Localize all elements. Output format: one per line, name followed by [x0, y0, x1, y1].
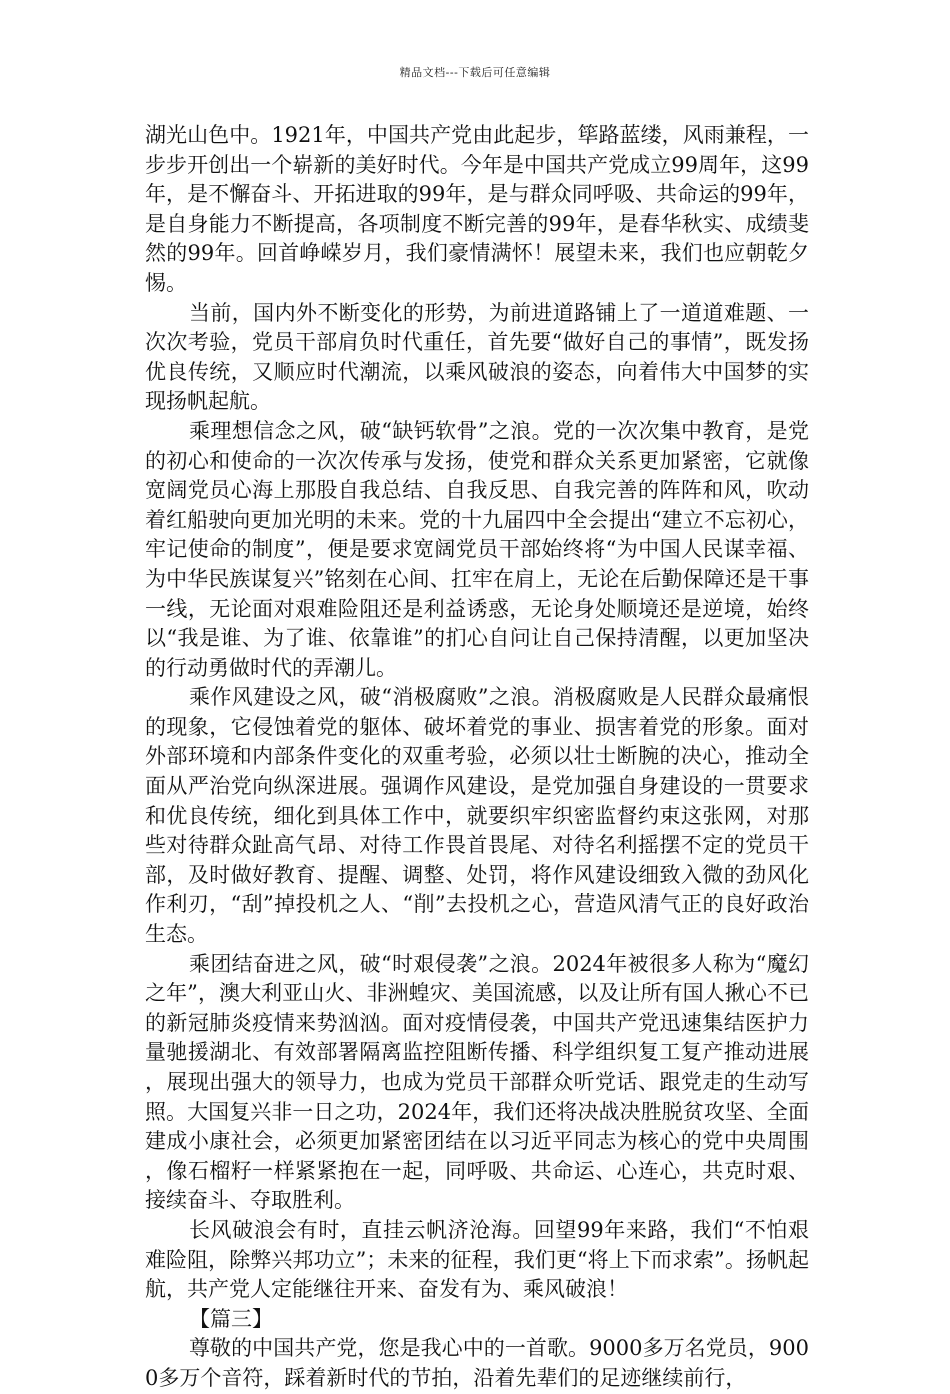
paragraph-1: 湖光山色中。1921年，中国共产党由此起步，筚路蓝缕，风雨兼程，一步步开创出一个崭新的美好时代。今年是中国共产党成立99周年，这99年，是不懈奋斗、开拓进取的99年，是与群众同呼吸、共命运的99年，是自身能力不断提高，各项制度不断完善的99年，是春华秋实、成绩斐然的99年。回首峥嵘岁月，我们豪情满怀！展望未来，我们也应朝乾夕惕。	[145, 123, 809, 295]
paragraph-6: 长风破浪会有时，直挂云帆济沧海。回望99年来路，我们“不怕艰难险阻，除弊兴邦功立”；未来的征程，我们更“将上下而求索”。扬帆起航，共产党人定能继往开来、奋发有为、乘风破浪！	[145, 1217, 809, 1302]
page-header: 精品文档---下载后可任意编辑	[399, 66, 551, 79]
paragraph-3: 乘理想信念之风，破“缺钙软骨”之浪。党的一次次集中教育，是党的初心和使命的一次次传承与发扬，使党和群众关系更加紧密，它就像宽阔党员心海上那股自我总结、自我反思、自我完善的阵阵和风，吹动着红船驶向更加光明的未来。党的十九届四中全会提出“建立不忘初心，牢记使命的制度”，便是要求宽阔党员干部始终将“为中国人民谋幸福、为中华民族谋复兴”铭刻在心间、扛牢在肩上，无论在后勤保障还是干事一线，无论面对艰难险阻还是利益诱惑，无论身处顺境还是逆境，始终以“我是谁、为了谁、依靠谁”的扪心自问让自己保持清醒，以更加坚决的行动勇做时代的弄潮儿。	[145, 418, 809, 680]
document-body	[145, 121, 809, 1394]
paragraph-2: 当前，国内外不断变化的形势，为前进道路铺上了一道道难题、一次次考验，党员干部肩负时代重任，首先要“做好自己的事情”，既发扬优良传统，又顺应时代潮流，以乘风破浪的姿态，向着伟大中国梦的实现扬帆起航。	[145, 300, 809, 414]
section-title: 【篇三】	[189, 1306, 273, 1331]
closing-paragraph: 尊敬的中国共产党，您是我心中的一首歌。9000多万名党员，9000多万个音符，踩着新时代的节拍，沿着先辈们的足迹继续前行，	[145, 1336, 809, 1390]
paragraph-5: 乘团结奋进之风，破“时艰侵袭”之浪。2024年被很多人称为“魔幻之年”，澳大利亚山火、非洲蝗灾、美国流感，以及让所有国人揪心不已的新冠肺炎疫情来势汹汹。面对疫情侵袭，中国共产党迅速集结医护力量驰援湖北、有效部署隔离监控阻断传播、科学组织复工复产推动进展，展现出强大的领导力，也成为党员干部群众听党话、跟党走的生动写照。大国复兴非一日之功，2024年，我们还将决战决胜脱贫攻坚、全面建成小康社会，必须更加紧密团结在以习近平同志为核心的党中央周围，像石榴籽一样紧紧抱在一起，同呼吸、共命运、心连心，共克时艰、接续奋斗、夺取胜利。	[145, 951, 809, 1213]
paragraph-4: 乘作风建设之风，破“消极腐败”之浪。消极腐败是人民群众最痛恨的现象，它侵蚀着党的躯体、破坏着党的事业、损害着党的形象。面对外部环境和内部条件变化的双重考验，必须以壮士断腕的决心，推动全面从严治党向纵深进展。强调作风建设，是党加强自身建设的一贯要求和优良传统，细化到具体工作中，就要织牢织密监督约束这张网，对那些对待群众趾高气昂、对待工作畏首畏尾、对待名利摇摆不定的党员干部，及时做好教育、提醒、调整、处罚，将作风建设细致入微的劲风化作利刃，“刮”掉投机之人、“削”去投机之心，营造风清气正的良好政治生态。	[145, 685, 809, 947]
